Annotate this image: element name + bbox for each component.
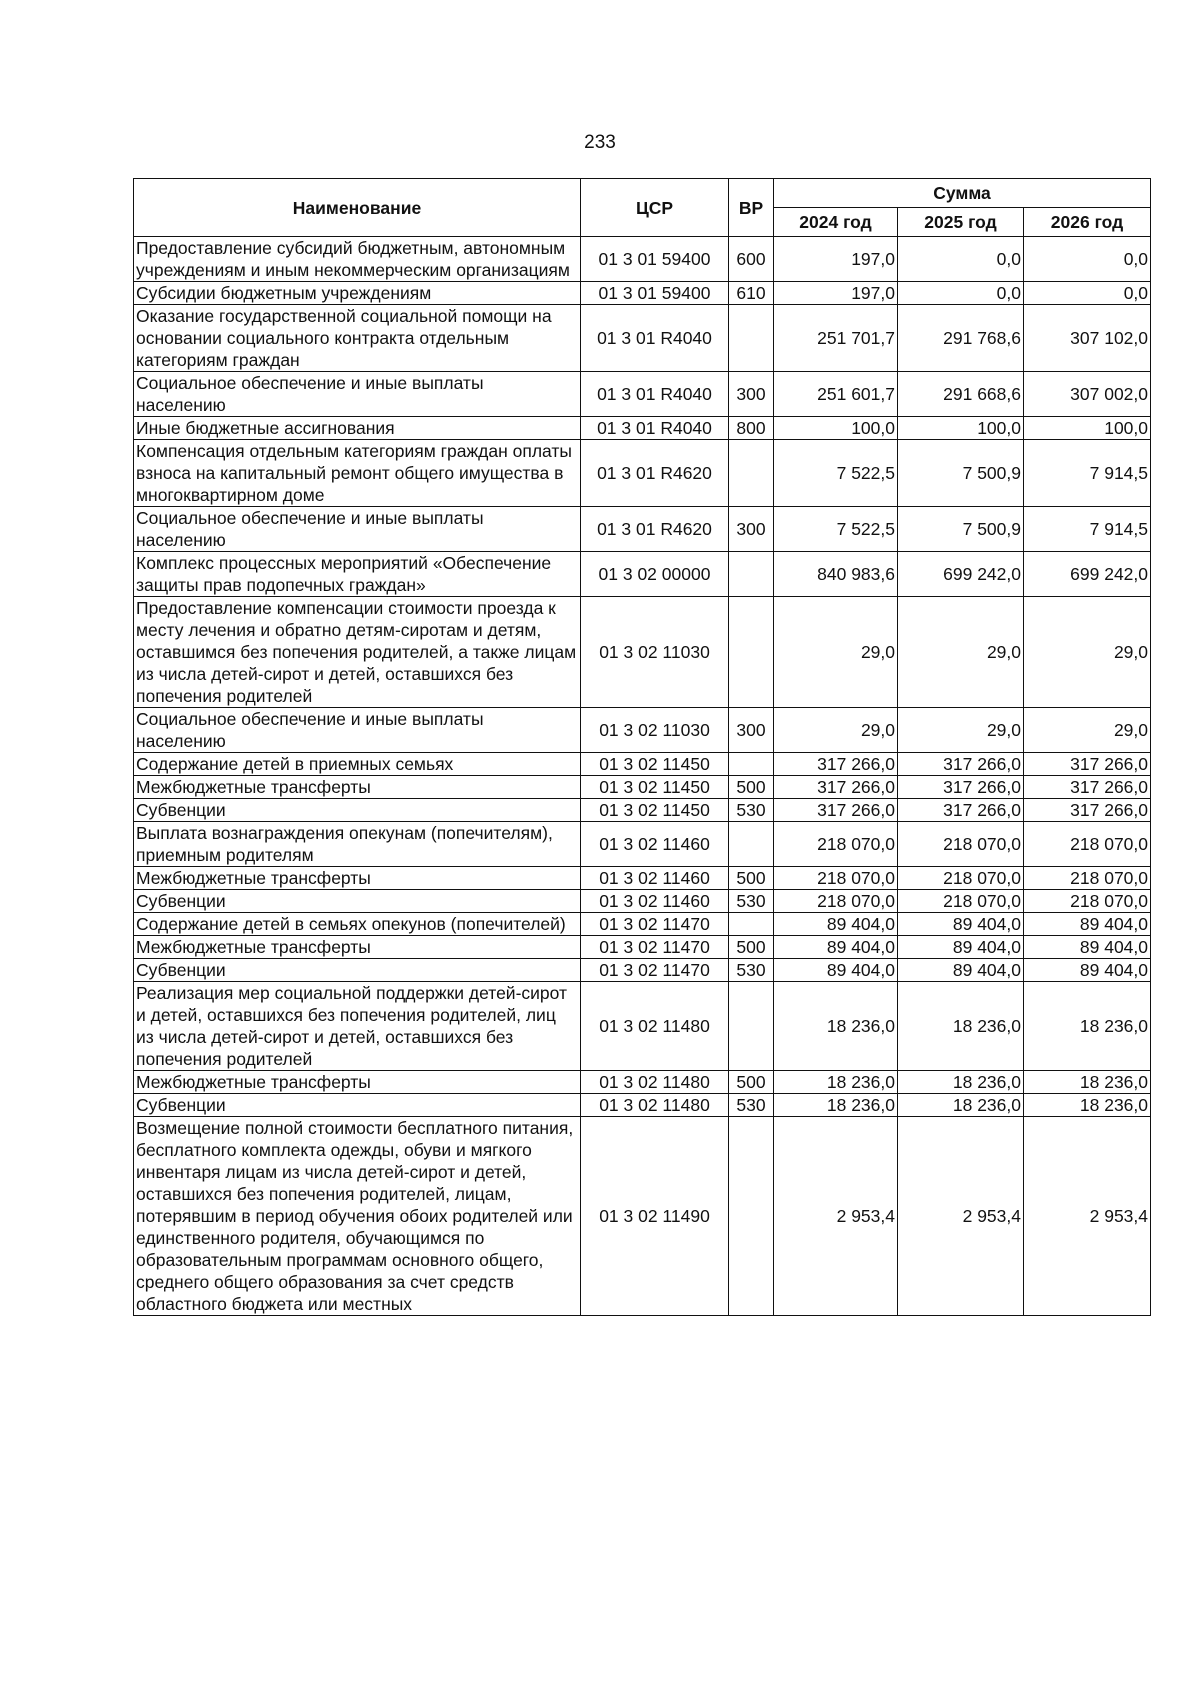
- header-year-2026: 2026 год: [1024, 208, 1151, 237]
- row-amount-2024-cell: 89 404,0: [774, 936, 898, 959]
- row-amount-2025-cell: 0,0: [898, 282, 1024, 305]
- row-vr-cell: [729, 597, 774, 708]
- row-vr-cell: [729, 982, 774, 1071]
- row-vr-cell: 300: [729, 372, 774, 417]
- table-row: [134, 799, 1151, 822]
- row-vr-cell: [729, 305, 774, 372]
- row-vr-cell: 530: [729, 1094, 774, 1117]
- table-body: [134, 237, 1151, 1316]
- table-row: [134, 959, 1151, 982]
- table-row: [134, 282, 1151, 305]
- row-vr-cell: 530: [729, 799, 774, 822]
- table-row: [134, 867, 1151, 890]
- row-name-cell: Содержание детей в семьях опекунов (попечителей): [134, 913, 581, 936]
- table-row: [134, 372, 1151, 417]
- row-amount-2025-cell: 89 404,0: [898, 959, 1024, 982]
- row-name-cell: Субвенции: [134, 1094, 581, 1117]
- row-csr-cell: 01 3 02 11480: [581, 1094, 729, 1117]
- row-amount-2025-cell: 291 768,6: [898, 305, 1024, 372]
- table-row: [134, 822, 1151, 867]
- row-csr-cell: 01 3 02 11450: [581, 776, 729, 799]
- row-csr-cell: 01 3 02 11030: [581, 597, 729, 708]
- table-row: [134, 913, 1151, 936]
- row-amount-2024-cell: 2 953,4: [774, 1117, 898, 1316]
- table-row: [134, 552, 1151, 597]
- row-csr-cell: 01 3 02 00000: [581, 552, 729, 597]
- row-csr-cell: 01 3 01 R4620: [581, 440, 729, 507]
- row-amount-2026-cell: 29,0: [1024, 708, 1151, 753]
- row-csr-cell: 01 3 01 59400: [581, 282, 729, 305]
- row-vr-cell: 300: [729, 507, 774, 552]
- row-csr-cell: 01 3 01 R4040: [581, 372, 729, 417]
- table-row: [134, 507, 1151, 552]
- row-amount-2024-cell: 29,0: [774, 597, 898, 708]
- row-csr-cell: 01 3 02 11480: [581, 1071, 729, 1094]
- row-vr-cell: 500: [729, 867, 774, 890]
- table-row: [134, 1094, 1151, 1117]
- row-csr-cell: 01 3 01 R4040: [581, 305, 729, 372]
- row-amount-2025-cell: 218 070,0: [898, 867, 1024, 890]
- row-amount-2024-cell: 218 070,0: [774, 867, 898, 890]
- row-amount-2025-cell: 291 668,6: [898, 372, 1024, 417]
- row-amount-2025-cell: 218 070,0: [898, 890, 1024, 913]
- row-name-cell: Компенсация отдельным категориям граждан оплаты взноса на капитальный ремонт общего имущества в многоквартирном доме: [134, 440, 581, 507]
- row-vr-cell: [729, 822, 774, 867]
- row-csr-cell: 01 3 02 11490: [581, 1117, 729, 1316]
- row-name-cell: Социальное обеспечение и иные выплаты населению: [134, 708, 581, 753]
- table-row: [134, 890, 1151, 913]
- table-row: [134, 1117, 1151, 1316]
- row-amount-2024-cell: 29,0: [774, 708, 898, 753]
- row-amount-2025-cell: 29,0: [898, 708, 1024, 753]
- row-name-cell: Реализация мер социальной поддержки детей-сирот и детей, оставшихся без попечения родителей, лиц из числа детей-сирот и детей, оставшихся без попечения родителей: [134, 982, 581, 1071]
- table-row: [134, 597, 1151, 708]
- row-amount-2026-cell: 100,0: [1024, 417, 1151, 440]
- row-amount-2026-cell: 18 236,0: [1024, 1071, 1151, 1094]
- row-amount-2026-cell: 7 914,5: [1024, 440, 1151, 507]
- header-name: Наименование: [134, 179, 581, 237]
- row-amount-2024-cell: 100,0: [774, 417, 898, 440]
- row-amount-2024-cell: 89 404,0: [774, 913, 898, 936]
- row-amount-2026-cell: 29,0: [1024, 597, 1151, 708]
- row-amount-2024-cell: 218 070,0: [774, 890, 898, 913]
- row-name-cell: Субвенции: [134, 890, 581, 913]
- row-amount-2026-cell: 218 070,0: [1024, 867, 1151, 890]
- row-name-cell: Оказание государственной социальной помощи на основании социального контракта отдельным категориям граждан: [134, 305, 581, 372]
- row-vr-cell: 500: [729, 936, 774, 959]
- row-amount-2024-cell: 18 236,0: [774, 1071, 898, 1094]
- table-row: [134, 776, 1151, 799]
- row-vr-cell: 600: [729, 237, 774, 282]
- row-amount-2026-cell: 2 953,4: [1024, 1117, 1151, 1316]
- row-amount-2026-cell: 317 266,0: [1024, 776, 1151, 799]
- row-name-cell: Субвенции: [134, 959, 581, 982]
- table-row: [134, 440, 1151, 507]
- row-name-cell: Предоставление компенсации стоимости проезда к месту лечения и обратно детям-сиротам и детям, оставшимся без попечения родителей, а также лицам из числа детей-сирот и детей, оставшихся без попечения родителей: [134, 597, 581, 708]
- row-vr-cell: 500: [729, 1071, 774, 1094]
- row-name-cell: Субсидии бюджетным учреждениям: [134, 282, 581, 305]
- row-vr-cell: 610: [729, 282, 774, 305]
- row-csr-cell: 01 3 02 11450: [581, 799, 729, 822]
- row-csr-cell: 01 3 02 11450: [581, 753, 729, 776]
- row-name-cell: Иные бюджетные ассигнования: [134, 417, 581, 440]
- row-amount-2026-cell: 218 070,0: [1024, 822, 1151, 867]
- row-amount-2024-cell: 218 070,0: [774, 822, 898, 867]
- row-amount-2025-cell: 18 236,0: [898, 982, 1024, 1071]
- table-row: [134, 982, 1151, 1071]
- row-amount-2024-cell: 251 601,7: [774, 372, 898, 417]
- header-year-2024: 2024 год: [774, 208, 898, 237]
- row-csr-cell: 01 3 02 11460: [581, 867, 729, 890]
- header-vr: ВР: [729, 179, 774, 237]
- table-row: [134, 936, 1151, 959]
- row-amount-2024-cell: 18 236,0: [774, 1094, 898, 1117]
- row-amount-2025-cell: 699 242,0: [898, 552, 1024, 597]
- row-amount-2026-cell: 0,0: [1024, 237, 1151, 282]
- row-amount-2026-cell: 89 404,0: [1024, 936, 1151, 959]
- row-amount-2025-cell: 2 953,4: [898, 1117, 1024, 1316]
- row-csr-cell: 01 3 01 R4620: [581, 507, 729, 552]
- row-amount-2024-cell: 18 236,0: [774, 982, 898, 1071]
- row-amount-2026-cell: 307 102,0: [1024, 305, 1151, 372]
- row-name-cell: Содержание детей в приемных семьях: [134, 753, 581, 776]
- header-csr: ЦСР: [581, 179, 729, 237]
- row-amount-2026-cell: 317 266,0: [1024, 753, 1151, 776]
- row-name-cell: Выплата вознаграждения опекунам (попечителям), приемным родителям: [134, 822, 581, 867]
- row-amount-2025-cell: 29,0: [898, 597, 1024, 708]
- row-amount-2026-cell: 0,0: [1024, 282, 1151, 305]
- row-amount-2024-cell: 89 404,0: [774, 959, 898, 982]
- row-amount-2024-cell: 197,0: [774, 282, 898, 305]
- row-amount-2026-cell: 89 404,0: [1024, 959, 1151, 982]
- row-name-cell: Межбюджетные трансферты: [134, 776, 581, 799]
- header-year-2025: 2025 год: [898, 208, 1024, 237]
- row-vr-cell: 530: [729, 959, 774, 982]
- row-amount-2025-cell: 317 266,0: [898, 753, 1024, 776]
- row-name-cell: Межбюджетные трансферты: [134, 1071, 581, 1094]
- table-row: [134, 305, 1151, 372]
- row-csr-cell: 01 3 02 11470: [581, 936, 729, 959]
- row-amount-2025-cell: 218 070,0: [898, 822, 1024, 867]
- row-amount-2024-cell: 317 266,0: [774, 776, 898, 799]
- row-csr-cell: 01 3 02 11480: [581, 982, 729, 1071]
- row-vr-cell: [729, 552, 774, 597]
- table-row: [134, 1071, 1151, 1094]
- row-amount-2025-cell: 0,0: [898, 237, 1024, 282]
- row-csr-cell: 01 3 02 11470: [581, 913, 729, 936]
- row-vr-cell: [729, 913, 774, 936]
- row-amount-2024-cell: 840 983,6: [774, 552, 898, 597]
- row-amount-2025-cell: 18 236,0: [898, 1094, 1024, 1117]
- row-name-cell: Возмещение полной стоимости бесплатного питания, бесплатного комплекта одежды, обуви и мягкого инвентаря лицам из числа детей-сирот и детей, оставшихся без попечения родителей, лицам, потерявшим в период обучения обоих родителей или единственного родителя, обучающимся по образовательным программам основного общего, среднего общего образования за счет средств областного бюджета или местных: [134, 1117, 581, 1316]
- row-name-cell: Социальное обеспечение и иные выплаты населению: [134, 372, 581, 417]
- row-vr-cell: [729, 440, 774, 507]
- row-amount-2025-cell: 89 404,0: [898, 936, 1024, 959]
- table-row: [134, 753, 1151, 776]
- row-csr-cell: 01 3 02 11470: [581, 959, 729, 982]
- row-name-cell: Межбюджетные трансферты: [134, 867, 581, 890]
- row-name-cell: Предоставление субсидий бюджетным, автономным учреждениям и иным некоммерческим организациям: [134, 237, 581, 282]
- table-row: [134, 237, 1151, 282]
- row-name-cell: Субвенции: [134, 799, 581, 822]
- row-vr-cell: [729, 1117, 774, 1316]
- row-vr-cell: 300: [729, 708, 774, 753]
- row-amount-2024-cell: 7 522,5: [774, 440, 898, 507]
- row-vr-cell: [729, 753, 774, 776]
- row-amount-2026-cell: 7 914,5: [1024, 507, 1151, 552]
- row-amount-2026-cell: 18 236,0: [1024, 982, 1151, 1071]
- row-name-cell: Комплекс процессных мероприятий «Обеспечение защиты прав подопечных граждан»: [134, 552, 581, 597]
- page-number: 233: [584, 132, 616, 153]
- row-csr-cell: 01 3 02 11460: [581, 822, 729, 867]
- table-row: [134, 417, 1151, 440]
- row-vr-cell: 800: [729, 417, 774, 440]
- row-amount-2024-cell: 197,0: [774, 237, 898, 282]
- row-amount-2026-cell: 218 070,0: [1024, 890, 1151, 913]
- row-vr-cell: 500: [729, 776, 774, 799]
- row-amount-2026-cell: 317 266,0: [1024, 799, 1151, 822]
- row-amount-2026-cell: 89 404,0: [1024, 913, 1151, 936]
- row-amount-2025-cell: 317 266,0: [898, 776, 1024, 799]
- row-amount-2024-cell: 251 701,7: [774, 305, 898, 372]
- row-csr-cell: 01 3 01 59400: [581, 237, 729, 282]
- row-csr-cell: 01 3 01 R4040: [581, 417, 729, 440]
- row-amount-2025-cell: 18 236,0: [898, 1071, 1024, 1094]
- row-name-cell: Социальное обеспечение и иные выплаты населению: [134, 507, 581, 552]
- row-amount-2025-cell: 7 500,9: [898, 440, 1024, 507]
- header-sum: Сумма: [774, 179, 1151, 208]
- row-amount-2025-cell: 317 266,0: [898, 799, 1024, 822]
- row-amount-2026-cell: 307 002,0: [1024, 372, 1151, 417]
- row-amount-2025-cell: 100,0: [898, 417, 1024, 440]
- table-row: [134, 708, 1151, 753]
- row-amount-2025-cell: 7 500,9: [898, 507, 1024, 552]
- row-csr-cell: 01 3 02 11030: [581, 708, 729, 753]
- row-vr-cell: 530: [729, 890, 774, 913]
- row-amount-2026-cell: 699 242,0: [1024, 552, 1151, 597]
- row-csr-cell: 01 3 02 11460: [581, 890, 729, 913]
- row-amount-2025-cell: 89 404,0: [898, 913, 1024, 936]
- row-amount-2026-cell: 18 236,0: [1024, 1094, 1151, 1117]
- row-name-cell: Межбюджетные трансферты: [134, 936, 581, 959]
- row-amount-2024-cell: 317 266,0: [774, 799, 898, 822]
- row-amount-2024-cell: 317 266,0: [774, 753, 898, 776]
- budget-table: [133, 178, 1151, 1316]
- row-amount-2024-cell: 7 522,5: [774, 507, 898, 552]
